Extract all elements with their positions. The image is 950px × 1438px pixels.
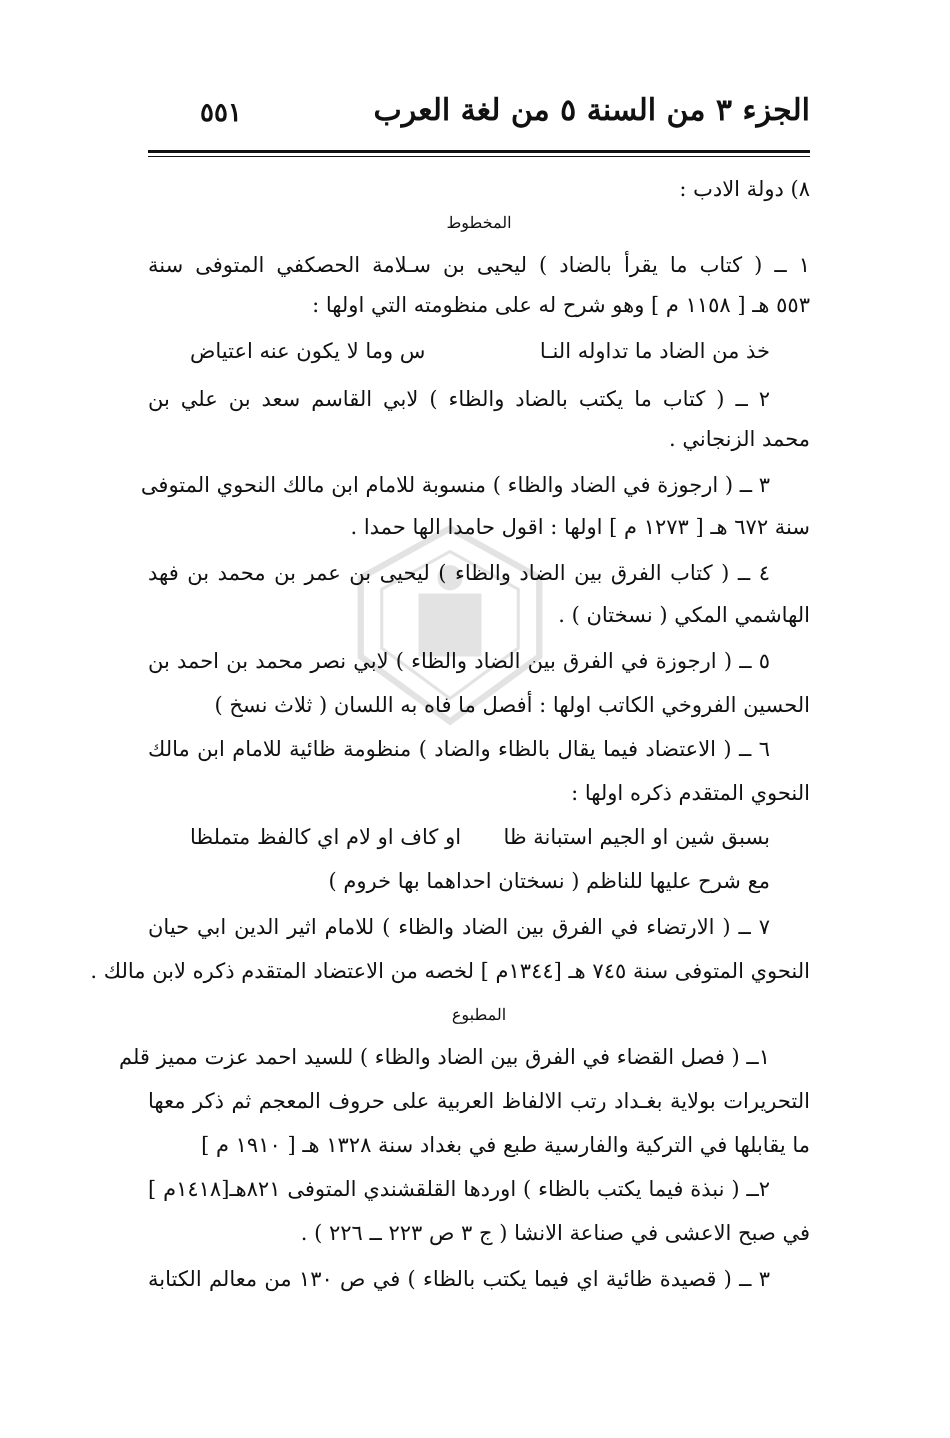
page-bottom-margin (0, 1318, 950, 1438)
text-line: مع شرح عليها للناظم ( نسختان احداهما بها خروم ) (328, 869, 770, 893)
manuscripts-heading: المخطوط (446, 213, 512, 232)
text-line: ٢ــ ( نبذة فيما يكتب بالظاء ) اوردها القلقشندي المتوفى ٨٢١هـ[١٤١٨م ] (148, 1177, 771, 1201)
text-line: التحريرات بولاية بغـداد رتب الالفاظ العربية على حروف المعجم ثم ذكر معها (148, 1089, 810, 1113)
text-line: ٢ ــ ( كتاب ما يكتب بالضاد والظاء ) لابي القاسم سعد بن علي بن (148, 387, 770, 411)
text-line: الهاشمي المكي ( نسختان ) . (558, 603, 810, 627)
text-line: سنة ٦٧٢ هـ [ ١٢٧٣ م ] اولها : اقول حامدا الها حمدا . (350, 515, 810, 539)
text-line: ٣ ــ ( قصيدة ظائية اي فيما يكتب بالظاء ) في ص ١٣٠ من معالم الكتابة (148, 1267, 770, 1291)
printed-heading: المطبوع (451, 1005, 507, 1024)
text-line: ما يقابلها في التركية والفارسية طبع في بغداد سنة ١٣٢٨ هـ [ ١٩١٠ م ] (201, 1133, 810, 1157)
verse-hemistich: او كاف او لام اي كالفظ متملظا (190, 825, 462, 849)
verse-hemistich: س وما لا يكون عنه اعتياض (190, 339, 426, 363)
text-line: ٥ ــ ( ارجوزة في الفرق بين الضاد والظاء ) لابي نصر محمد بن احمد بن (148, 649, 770, 673)
page-number: ٥٥١ (200, 98, 242, 128)
text-line: الحسين الفروخي الكاتب اولها : أفصل ما فاه به اللسان ( ثلاث نسخ ) (214, 693, 810, 717)
text-line: ٦ ــ ( الاعتضاد فيما يقال بالظاء والضاد ) منظومة ظائية للامام ابن مالك (148, 737, 770, 761)
text-line: ١ ــ ( كتاب ما يقرأ بالضاد ) ليحيى بن سـلامة الحصكفي المتوفى سنة (148, 253, 810, 277)
running-header (150, 86, 810, 146)
text-line: في صبح الاعشى في صناعة الانشا ( ج ٣ ص ٢٢٣ ــ ٢٢٦ ) . (300, 1221, 810, 1245)
header-rule (148, 150, 810, 153)
text-line: النحوي المتقدم ذكره اولها : (571, 781, 810, 805)
verse-hemistich: بسبق شين او الجيم استبانة ظا (503, 825, 770, 849)
verse-hemistich: خذ من الضاد ما تداوله النـا (539, 339, 770, 363)
text-line: ٤ ــ ( كتاب الفرق بين الضاد والظاء ) ليحيى بن عمر بن محمد بن فهد (148, 561, 770, 585)
text-line: النحوي المتوفى سنة ٧٤٥ هـ [١٣٤٤م ] لخصه من الاعتضاد المتقدم ذكره لابن مالك . (90, 959, 810, 983)
header-rule-thin (148, 156, 810, 157)
text-line: ٥٥٣ هـ [ ١١٥٨ م ] وهو شرح له على منظومته التي اولها : (312, 293, 810, 317)
text-line: ٧ ــ ( الارتضاء في الفرق بين الضاد والظاء ) للامام اثير الدين ابي حيان (148, 915, 770, 939)
section-heading: ٨) دولة الادب : (679, 177, 810, 201)
text-line: ٣ ــ ( ارجوزة في الضاد والظاء ) منسوبة للامام ابن مالك النحوي المتوفى (140, 473, 770, 497)
text-line: ١ــ ( فصل القضاء في الفرق بين الضاد والظاء ) للسيد احمد عزت مميز قلم (118, 1045, 770, 1069)
text-line: محمد الزنجاني . (669, 427, 810, 451)
running-title: الجزء ٣ من السنة ٥ من لغة العرب (373, 93, 810, 128)
